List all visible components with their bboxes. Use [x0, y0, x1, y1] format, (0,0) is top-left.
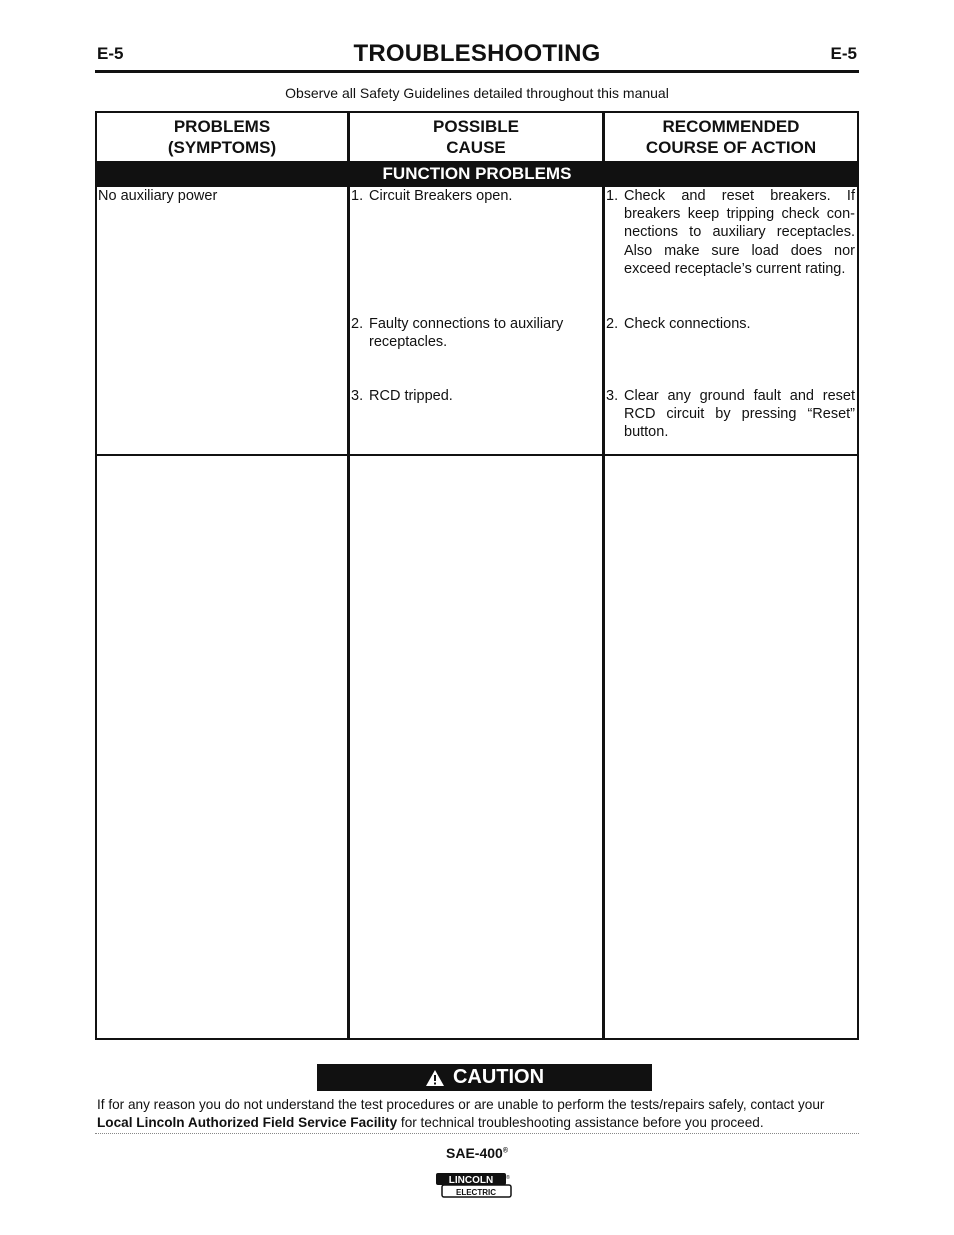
action-text: Check and reset breakers. If breakers keep tripping check con-nections to auxiliary receptacles. Also make sure load does nor exceed receptacle’s current rating. [624, 188, 855, 277]
cause-text: Faulty connections to auxiliary receptacles. [369, 316, 564, 351]
lincoln-electric-logo [435, 1172, 512, 1198]
warning-triangle-icon [425, 1069, 445, 1087]
safety-note: Observe all Safety Guidelines detailed throughout this manual [285, 85, 669, 101]
page-code-right: E-5 [830, 44, 857, 63]
cause-text: Circuit Breakers open. [369, 188, 513, 204]
logo-bottom-text: ELECTRIC [456, 1188, 496, 1197]
header-problems [97, 113, 347, 161]
caution-text-part2: for technical troubleshooting assistance before you proceed. [397, 1115, 764, 1130]
action-item [606, 187, 855, 278]
model-registered-mark: ® [502, 1147, 508, 1155]
caution-text-part1: If for any reason you do not understand the test procedures or are unable to perform the tests/repairs safely, contact your [97, 1097, 825, 1112]
cause-item [351, 315, 591, 351]
action-text: Check connections. [624, 316, 751, 332]
action-item [606, 387, 855, 442]
caution-text [97, 1096, 857, 1132]
logo-top-text: LINCOLN [448, 1175, 494, 1186]
cause-item [351, 387, 591, 405]
cause-number: 3. [351, 388, 364, 404]
row-divider [95, 454, 859, 456]
page-code-left: E-5 [97, 44, 124, 63]
title-rule [95, 70, 859, 73]
action-number: 3. [606, 388, 619, 404]
header-action [605, 113, 857, 161]
cause-item [351, 187, 591, 205]
header-cause [350, 113, 602, 161]
caution-text-bold: Local Lincoln Authorized Field Service Facility [97, 1115, 398, 1130]
section-function-problems: FUNCTION PROBLEMS [95, 161, 859, 187]
caution-label: CAUTION [452, 1066, 545, 1088]
cause-text: RCD tripped. [369, 388, 453, 404]
column-divider-1 [347, 111, 350, 1040]
action-item [606, 315, 855, 333]
header-problems-line2: (SYMPTOMS) [167, 138, 277, 157]
column-divider-2 [602, 111, 605, 1040]
logo-registered-mark: ® [506, 1175, 510, 1181]
header-cause-line2: CAUSE [446, 138, 506, 157]
cause-number: 1. [351, 188, 364, 204]
action-text: Clear any ground fault and reset RCD circuit by pressing “Reset” button. [624, 388, 855, 441]
caution-banner [317, 1064, 652, 1091]
cause-number: 2. [351, 316, 364, 332]
page-title: TROUBLESHOOTING [353, 40, 601, 67]
action-number: 1. [606, 188, 619, 204]
header-problems-line1: PROBLEMS [173, 117, 271, 136]
header-action-line2: COURSE OF ACTION [645, 138, 817, 157]
header-cause-line1: POSSIBLE [433, 117, 519, 136]
troubleshooting-table [95, 111, 859, 1040]
symptom-cell: No auxiliary power [98, 188, 218, 204]
model-name [0, 1145, 954, 1161]
model-text: SAE-400 [446, 1145, 503, 1161]
action-number: 2. [606, 316, 619, 332]
footer-rule [95, 1133, 859, 1134]
header-action-line1: RECOMMENDED [662, 117, 800, 136]
